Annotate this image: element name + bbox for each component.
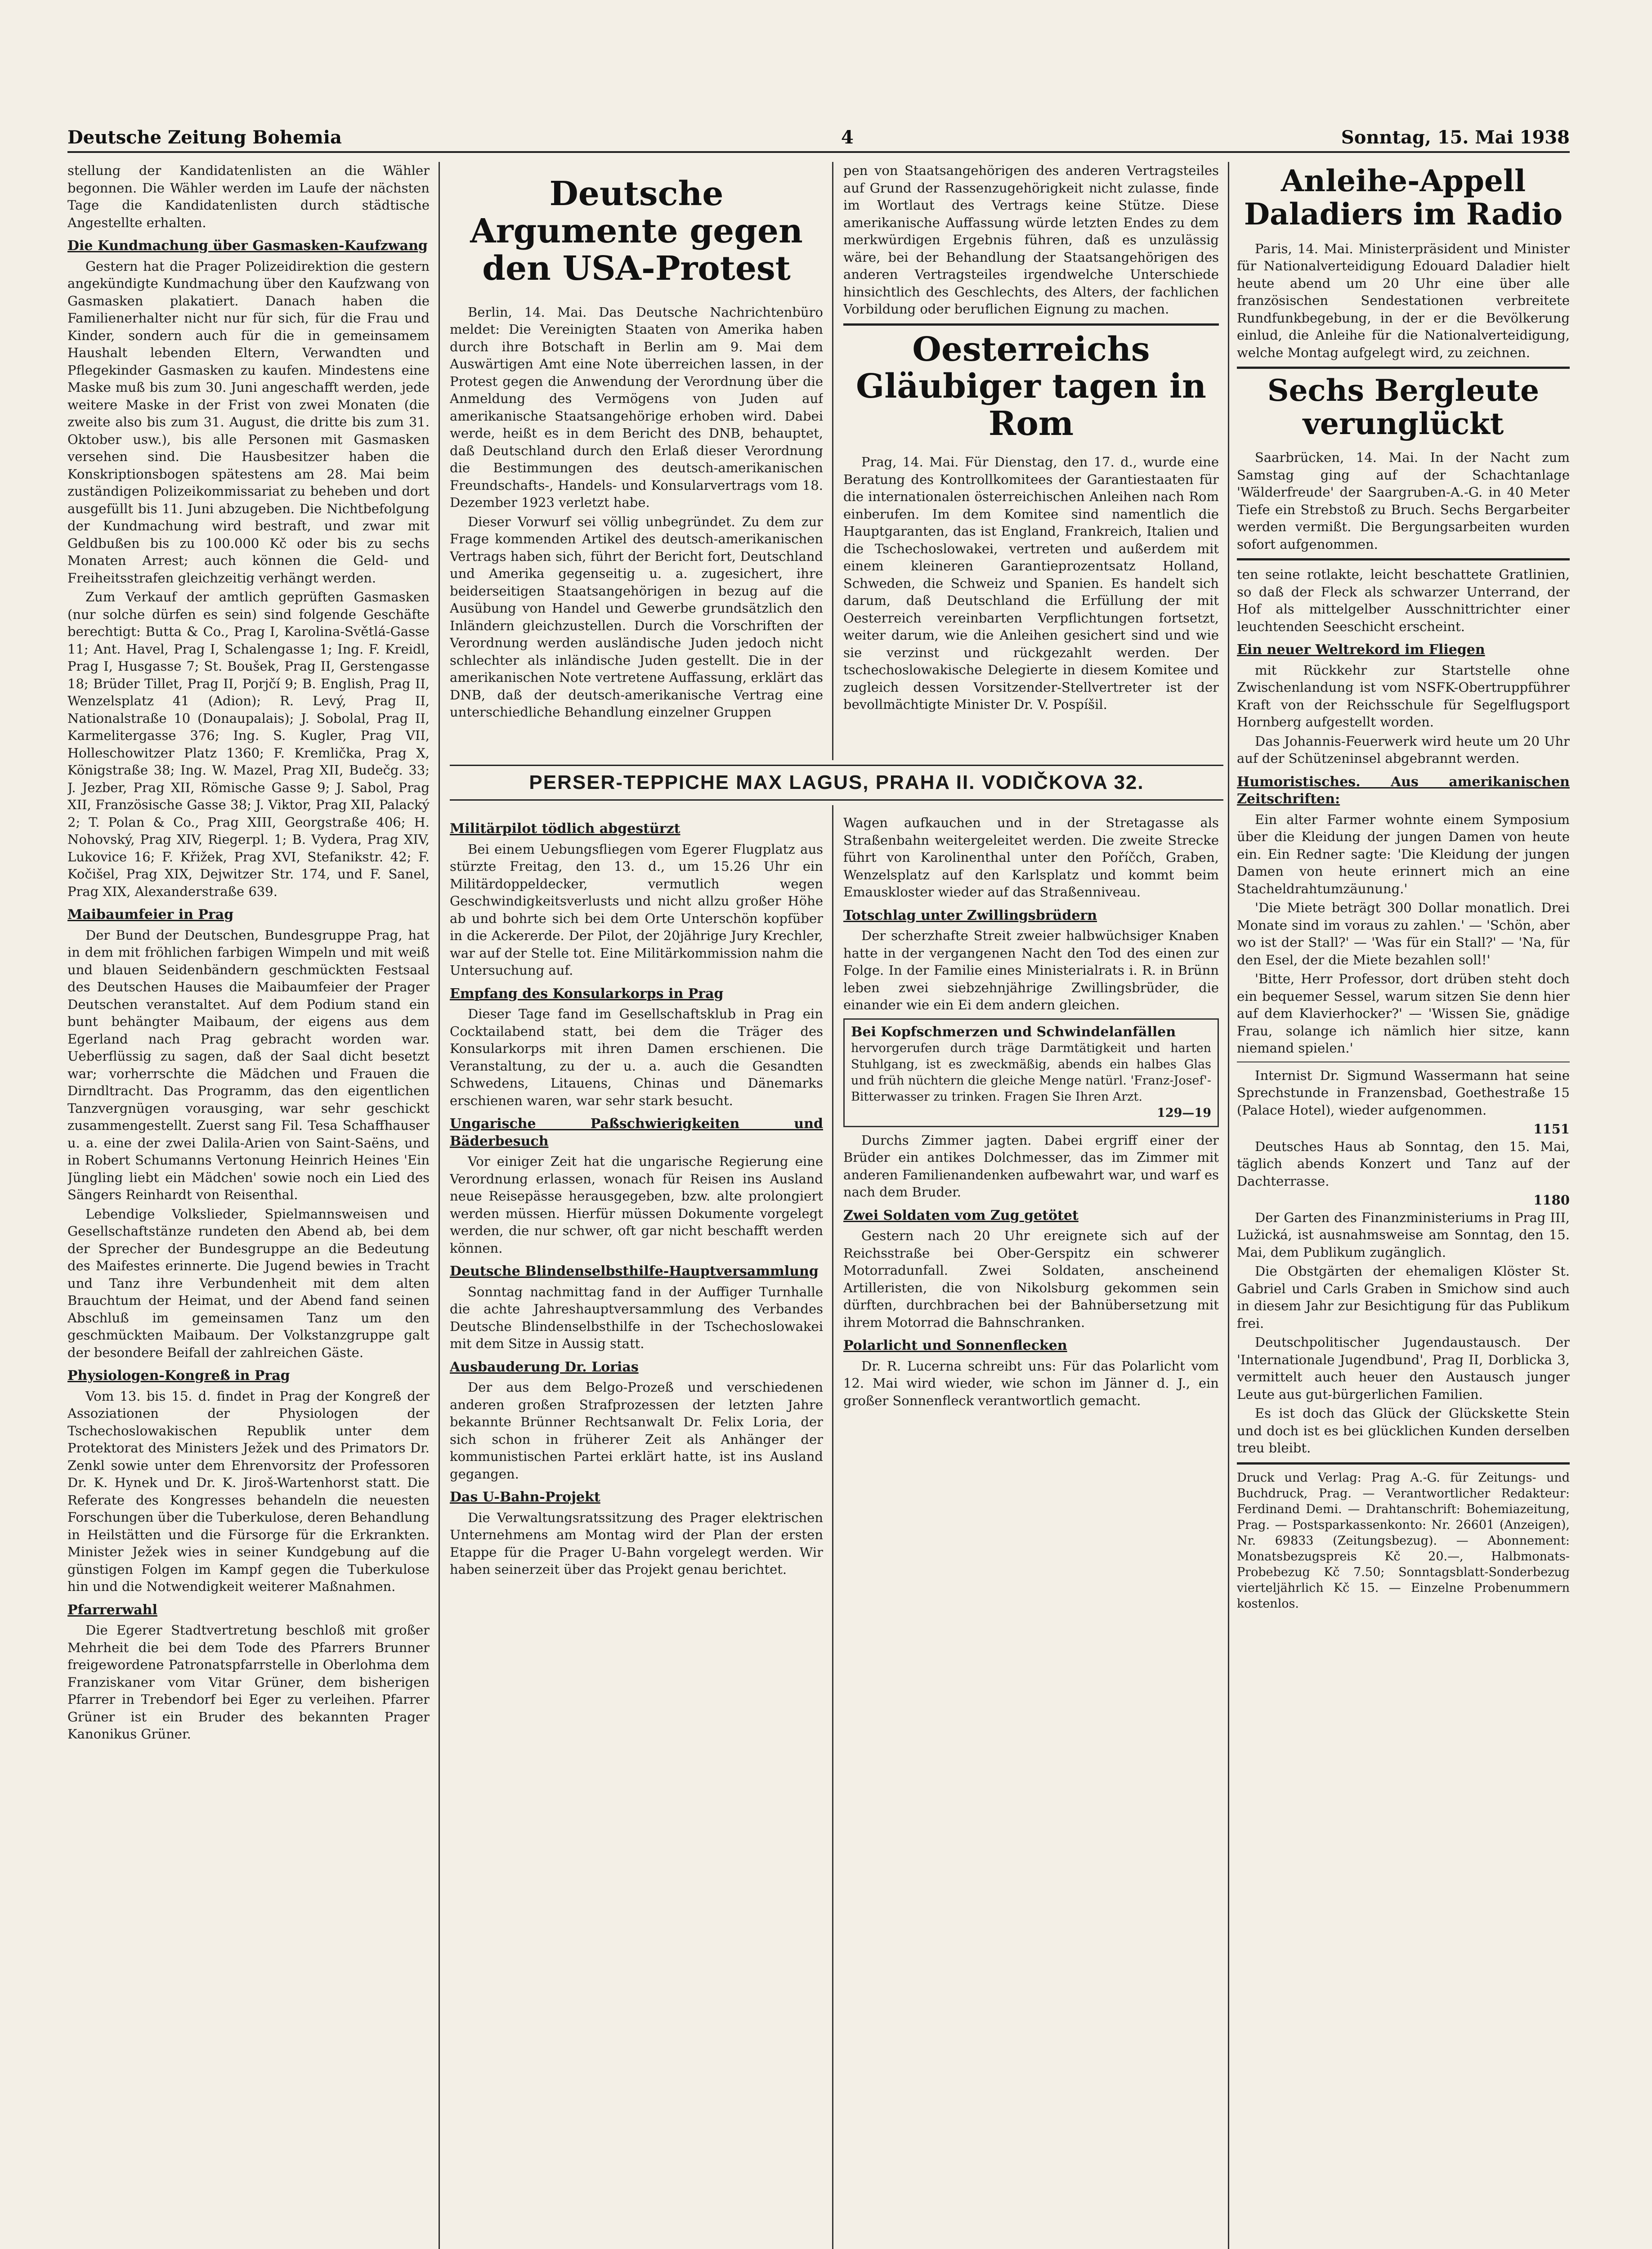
article-heading: Die Kundmachung über Gasmasken-Kaufzwang: [67, 238, 428, 254]
column-rule: [832, 805, 833, 2249]
column-rule: [439, 162, 440, 2249]
column-3-lower: [843, 814, 1219, 2249]
article-heading: Deutsche Blindenselbsthilfe-Hauptversammlung: [450, 1263, 819, 1279]
notice: Deutschpolitischer Jugendaustausch. Der 'Internationale Jugendbund', Prag II, Dorblicka 3, vermittelt auch heuer den Austausch junger Leute aus gut-bürgerlichen Familien.: [1237, 1335, 1570, 1402]
page-number: 4: [841, 127, 854, 148]
ad-code: 129—19: [1157, 1106, 1211, 1120]
article-text: Zum Verkauf der amtlich geprüften Gasmasken (nur solche dürfen es sein) sind folgende Geschäfte berechtigt: Butta & Co., Prag I, Karolina-Světlá-Gasse 11; Ant. Havel, Prag I, Schalengasse 1; Ing. F. Kreidl, Prag I, Husgasse 7; St. Boušek, Prag II, Gerstengasse 18; Brüder Tillet, Prag II, Porjčí 9; B. English, Prag II, Wenzelsplatz 41 (Adion); R. Levý, Prag II, Nationalstraße 10 (Donaupalais); J. Sobolal, Prag II, Karmelitergasse 376; Ing. S. Kugler, Prag VII, Holleschowitzer Platz 1360; F. Kremlička, Prag X, Königstraße 38; Ing. W. Mazel, Prag XII, Budečg. 33; J. Jezber, Prag XII, Römische Gasse 9; J. Sabol, Prag XII, Französische Gasse 38; J. Viktor, Prag XII, Palacký 2; T. Polan & Co., Prag XIII, Georgstraße 406; H. Nohovský, Prag XIV, Riegerpl. 1; B. Vydera, Prag XIV, Lukovice 16; F. Křižek, Prag XVI, Stefanikstr. 42; F. Kočišel, Prag XIX, Dejwitzer Str. 174, und F. Sanel, Prag XIX, Alexanderstraße 639.: [67, 589, 430, 899]
masthead-title: Deutsche Zeitung Bohemia: [67, 127, 342, 148]
article-text: Paris, 14. Mai. Ministerpräsident und Minister für Nationalverteidigung Edouard Daladier hielt heute abend um 20 Uhr eine über alle französischen Sendestationen verbreitete Rundfunkbegebung, in der er die Bevölkerung einlud, die Anleihe für die Nationalverteidigung, welche Montag aufgelegt wird, zu zeichnen.: [1237, 241, 1570, 360]
column-rule: [1228, 162, 1229, 2249]
article-text: Sonntag nachmittag fand in der Auffiger Turnhalle die achte Jahreshauptversammlung des Verbandes Deutsche Blindenselbsthilfe in der Tschechoslowakei mit dem Sitze in Aussig statt.: [450, 1284, 823, 1351]
article-text: Bei einem Uebungsfliegen vom Egerer Flugplatz aus stürzte Freitag, den 13. d., um 15.26 Uhr ein Militärdoppeldecker, vermutlich wegen Geschwindigkeitsverlusts und nicht allzu großer Höhe ab und bohrte sich bei dem Orte Unterschön kopfüber in die Ackererde. Der Pilot, der 20jährige Jury Krechler, war auf der Stelle tot. Eine Militärkommission nahm die Untersuchung auf.: [450, 841, 823, 978]
article-text: Wagen aufkauchen und in der Stretagasse als Straßenbahn weitergeleitet werden. Die zweite Strecke führt von Karolinenthal unter den Poříčch, Graben, Wenzelsplatz auf den Karlsplatz und kommt beim Emauskloster wieder auf das Straßenniveau.: [843, 815, 1219, 900]
article-text: 'Bitte, Herr Professor, dort drüben steht doch ein bequemer Sessel, warum sitzen Sie denn hier auf dem Klavierhocker?' — 'Wissen Sie, gnädige Frau, solange ich nämlich hier sitze, kann niemand spielen.': [1237, 971, 1570, 1056]
article-heading: Empfang des Konsularkorps in Prag: [450, 986, 724, 1002]
article-heading: Physiologen-Kongreß in Prag: [67, 1368, 290, 1384]
article-heading: Pfarrerwahl: [67, 1602, 157, 1618]
article-text: Der Bund der Deutschen, Bundesgruppe Prag, hat in dem mit fröhlichen farbigen Wimpeln und mit weiß und blauen Seidenbändern geschmückten Festsaal des Deutschen Hauses die Maibaumfeier der Prager Deutschen veranstaltet. Auf dem Podium stand ein bunt behängter Maibaum, der eigens aus dem Egerland nach Prag gebracht worden war. Ueberflüssig zu sagen, daß der Saal dicht besetzt war; vorherrschte die Mädchen und Frauen die Dirndltracht. Das Programm, das den eigentlichen Tanzvergnügen vorausging, war sehr geschickt zusammengestellt. Zuerst sang Fil. Tesa Schaffhauser u. a. eine der zwei Dalila-Arien von Saint-Saëns, und in Robert Schumanns Vertonung Heinrich Heines 'Ein Jüngling liebt ein Mädchen' sowie noch ein Lied des Sängers Reinhardt von Reisenthal.: [67, 927, 430, 1202]
column-3-upper: [843, 162, 1219, 756]
article-text: Ein alter Farmer wohnte einem Symposium über die Kleidung der jungen Damen von heute ein. Ein Redner sagte: 'Die Kleidung der jungen Damen von heute erinnert mich an eine Stacheldrahtumzäunung.': [1237, 811, 1570, 896]
column-rule: [832, 162, 833, 760]
column-4: [1237, 162, 1570, 2249]
column-2-upper: [450, 162, 823, 756]
article-text: Der aus dem Belgo-Prozeß und verschiedenen anderen großen Strafprozessen der letzten Jahre bekannte Brünner Rechtsanwalt Dr. Felix Loria, der sich schon in früherer Zeit als Anhänger der kommunistischen Partei erklärt hatte, ist ins Ausland gegangen.: [450, 1380, 823, 1482]
article-text: Die Verwaltungsratssitzung des Prager elektrischen Unternehmens am Montag wird der Plan der ersten Etappe für die Prager U-Bahn vorgelegt werden. Wir haben seinerzeit über das Projekt genau berichtet.: [450, 1510, 823, 1577]
notice-code: 1180: [1533, 1192, 1570, 1208]
ad-text: hervorgerufen durch träge Darmtätigkeit und harten Stuhlgang, ist es zweckmäßig, abends ein halbes Glas und früh nüchtern die gleiche Menge natürl. 'Franz-Josef'-Bitterwasser zu trinken. Fragen Sie Ihren Arzt.: [851, 1041, 1211, 1104]
notice: Der Garten des Finanzministeriums in Prag III, Lužická, ist ausnahmsweise am Sonntag, den 15. Mai, dem Publikum zugänglich.: [1237, 1210, 1570, 1260]
article-text: pen von Staatsangehörigen des anderen Vertragsteiles auf Grund der Rassenzugehörigkeit nicht zulasse, finde im Wortlaut des Vertrags keine Stütze. Diese amerikanische Auffassung würde letzten Endes zu dem merkwürdigen Ergebnis führen, daß es unzulässig wäre, bei der Behandlung der Staatsangehörigen des anderen Vertragsteiles irgendwelche Unterschiede hinsichtlich des Geschlechts, des Alters, der fachlichen Vorbildung oder beruflichen Eignung zu machen.: [843, 163, 1219, 317]
article-text: Dieser Tage fand im Gesellschaftsklub in Prag ein Cocktailabend statt, bei dem die Träger des Konsularkorps mit ihren Damen erschienen. Die Veranstaltung, zu der u. a. auch die Gesandten Schwedens, Litauens, Chinas und Dänemarks erschienen waren, war sehr stark besucht.: [450, 1006, 823, 1108]
headline: Deutsche Argumente gegen den USA-Protest: [470, 175, 803, 288]
notice-code: 1151: [1533, 1121, 1570, 1137]
divider: [1237, 558, 1570, 560]
divider: [1237, 1462, 1570, 1465]
article-text: Lebendige Volkslieder, Spielmannsweisen und Gesellschaftstänze rundeten den Abend ab, bei dem der Sprecher der Bundesgruppe an die Bedeutung des Maifestes erinnerte. Die Jugend bewies in Tracht und Tanz ihre Verbundenheit mit dem alten Brauchtum der Heimat, und der Abend fand seinen Abschluß im gemeinsamen Tanz um den geschmückten Maibaum. Der Volkstanzgruppe galt der besondere Beifall der zahlreichen Gäste.: [67, 1206, 430, 1360]
notice: Das Johannis-Feuerwerk wird heute um 20 Uhr auf der Schützeninsel abgebrannt werden.: [1237, 733, 1570, 766]
article-text: Vor einiger Zeit hat die ungarische Regierung eine Verordnung erlassen, wonach für Reisen ins Ausland neue Reisepässe herausgegeben, bzw. alte prolongiert werden müssen. Hierfür müssen Dokumente vorgelegt werden, die nur schwer, oft gar nicht beschafft werden können.: [450, 1154, 823, 1256]
column-2-lower: [450, 814, 823, 2249]
notice: Internist Dr. Sigmund Wassermann hat seine Sprechstunde in Franzensbad, Goethestraße 15 (Palace Hotel), wieder aufgenommen.: [1237, 1067, 1570, 1118]
article-heading: Ausbauderung Dr. Lorias: [450, 1359, 639, 1375]
article-text: stellung der Kandidatenlisten an die Wähler begonnen. Die Wähler werden im Laufe der nächsten Tage die Kandidatenlisten durch städtische Angestellte erhalten.: [67, 163, 430, 230]
masthead-date: Sonntag, 15. Mai 1938: [1341, 127, 1570, 148]
article-text: 'Die Miete beträgt 300 Dollar monatlich. Drei Monate sind im voraus zu zahlen.' — 'Schön, aber wo ist der Stall?' — 'Was für ein Stall?' — 'Na, für den Esel, der die Miete bezahlen soll!': [1237, 900, 1570, 968]
article-heading: Polarlicht und Sonnenflecken: [843, 1338, 1067, 1353]
advertisement: [843, 1018, 1219, 1127]
notice: Deutsches Haus ab Sonntag, den 15. Mai, täglich abends Konzert und Tanz auf der Dachterrasse.: [1237, 1138, 1570, 1189]
notice: Die Obstgärten der ehemaligen Klöster St. Gabriel und Carls Graben in Smichow sind auch in diesem Jahr zur Besichtigung für das Publikum frei.: [1237, 1263, 1570, 1331]
article-text: Saarbrücken, 14. Mai. In der Nacht zum Samstag ging auf der Schachtanlage 'Wälderfreude' der Saargruben-A.-G. in 40 Meter Tiefe ein Strebstoß zu Bruch. Sechs Bergarbeiter werden vermißt. Die Bergungsarbeiten wurden sofort aufgenommen.: [1237, 450, 1570, 552]
article-heading: Ungarische Paßschwierigkeiten und Bäderbesuch: [450, 1116, 823, 1149]
headline: Anleihe-Appell Daladiers im Radio: [1244, 163, 1563, 232]
article-heading: Das U-Bahn-Projekt: [450, 1489, 600, 1505]
article-text: Durchs Zimmer jagten. Dabei ergriff einer der Brüder ein antikes Dolchmesser, das im Zimmer mit anderen Familienandenken aufbewahrt war, und warf es nach dem Bruder.: [843, 1132, 1219, 1200]
article-text: Dieser Vorwurf sei völlig unbegründet. Zu dem zur Frage kommenden Artikel des deutsch-amerikanischen Vertrags haben sich, führt der Bericht fort, Deutschland und Amerika gegenseitig u. a. zugesichert, ihre beiderseitigen Staatsangehörigen in bezug auf die Ausübung von Handel und Gewerbe grundsätzlich den Inländern gleichzustellen. Durch die Vorschriften der Verordnung werden ausländische Juden jedoch nicht schlechter als inländische Juden gestellt. Die in der amerikanischen Note vertretene Auffassung, erklärt das DNB, daß der deutsch-amerikanische Vertrag eine unterschiedliche Behandlung einzelner Gruppen: [450, 514, 823, 720]
headline: Sechs Bergleute verunglückt: [1267, 373, 1540, 442]
ad-title: Bei Kopfschmerzen und Schwindelanfällen: [851, 1024, 1176, 1040]
headline: Oesterreichs Gläubiger tagen in Rom: [856, 330, 1206, 444]
masthead: [67, 121, 1570, 153]
article-text: Vom 13. bis 15. d. findet in Prag der Kongreß der Assoziationen der Physiologen der Tschechoslowakischen Republik unter dem Protektorat des Ministers Ježek und des Primators Dr. Zenkl sowie unter dem Ehrenvorsitz der Professoren Dr. K. Hynek und Dr. K. Jiroš-Wartenhorst statt. Die Referate des Kongresses behandeln die neuesten Forschungen über die Tuberkulose, deren Behandlung in Heilstätten und die Fürsorge für die Erkrankten. Minister Ježek wies in seiner Kundgebung auf die günstigen Folgen im Kampf gegen die Tuberkulose hin und die Notwendigkeit weiterer Maßnahmen.: [67, 1388, 430, 1594]
article-text: Prag, 14. Mai. Für Dienstag, den 17. d., wurde eine Beratung des Kontrollkomitees der Garantiestaaten für die internationalen österreichischen Anleihen nach Rom einberufen. Im dem Komitee sind namentlich die Hauptgaranten, das ist England, Frankreich, Italien und die Tschechoslowakei, vertreten und außerdem mit einem kleineren Garantieprozentsatz Holland, Schweden, die Schweiz und Spanien. Es handelt sich darum, daß Deutschland die Erfüllung der mit Oesterreich vereinbarten Verpflichtungen fortsetzt, weiter darum, wie die Anleihen gesichert sind und wie sie verzinst und rückgezahlt werden. Der tschechoslowakische Delegierte in diesem Komitee und zugleich dessen Vorsitzender-Stellvertreter ist der bevollmächtigte Minister Dr. V. Pospíšil.: [843, 454, 1219, 712]
notice: Es ist doch das Glück der Glückskette Stein und doch ist es bei glücklichen Kunden derselben treu bleibt.: [1237, 1406, 1570, 1456]
article-heading: Totschlag unter Zwillingsbrüdern: [843, 907, 1097, 923]
article-heading: Humoristisches. Aus amerikanischen Zeitschriften:: [1237, 774, 1570, 807]
article-text: mit Rückkehr zur Startstelle ohne Zwischenlandung ist vom NSFK-Obertruppführer Kraft von der Reichsschule für Segelflugsport Hornberg aufgestellt worden.: [1237, 662, 1570, 730]
article-text: Der scherzhafte Streit zweier halbwüchsiger Knaben hatte in der vergangenen Nacht den Tod des einen zur Folge. In der Familie eines Ministerialrats i. R. in Brünn leben zwei siebzehnjährige Zwillingsbrüder, die einander wie ein Ei dem andern gleichen.: [843, 928, 1219, 1012]
article-text: Die Egerer Stadtvertretung beschloß mit großer Mehrheit die bei dem Tode des Pfarrers Brunner freigewordene Patronatspfarrstelle in Oberlohma dem Franziskaner vom Vitar Grüner, dem bisherigen Pfarrer in Trebendorf bei Eger zu verleihen. Pfarrer Grüner ist ein Bruder des bekannten Prager Kanonikus Grüner.: [67, 1622, 430, 1742]
banner-ad: PERSER-TEPPICHE MAX LAGUS, PRAHA II. VODIČKOVA 32.: [450, 765, 1223, 801]
article-text: ten seine rotlakte, leicht beschattete Gratlinien, so daß der Fleck als schwarzer Unterrand, der Hof als mittelgelber Ausschnittrichter einer leuchtenden Seeschicht erscheint.: [1237, 567, 1570, 634]
article-text: Berlin, 14. Mai. Das Deutsche Nachrichtenbüro meldet: Die Vereinigten Staaten von Amerika haben durch ihre Botschaft in Berlin am 9. Mai dem Auswärtigen Amt eine Note überreichen lassen, in der Protest gegen die Anwendung der Verordnung über die Anmeldung des Vermögens von Juden auf amerikanische Staatsangehörige erhoben wird. Dabei werde, heißt es in dem Bericht des DNB, behauptet, daß Deutschland durch den Erlaß dieser Verordnung die Bestimmungen des deutsch-amerikanischen Freundschafts-, Handels- und Konsularvertrags vom 18. Dezember 1923 verletzt habe.: [450, 304, 823, 511]
article-heading: Zwei Soldaten vom Zug getötet: [843, 1207, 1079, 1223]
article-heading: Maibaumfeier in Prag: [67, 907, 234, 923]
divider: [843, 323, 1219, 326]
divider: [1237, 367, 1570, 369]
article-text: Gestern nach 20 Uhr ereignete sich auf der Reichsstraße bei Ober-Gerspitz ein schwerer Motorradunfall. Zwei Soldaten, anscheinend Artilleristen, die von Nikolsburg gekommen sein dürften, durchbrachen bei der Bahnübersetzung mit ihrem Motorrad die Bahnschranken.: [843, 1228, 1219, 1330]
article-text: Dr. R. Lucerna schreibt uns: Für das Polarlicht vom 12. Mai wird wieder, wie schon im Jänner d. J., ein großer Sonnenfleck verantwortlich gemacht.: [843, 1358, 1219, 1408]
article-heading: Militärpilot tödlich abgestürzt: [450, 821, 680, 837]
column-1: [67, 162, 430, 2249]
article-text: Gestern hat die Prager Polizeidirektion die gestern angekündigte Kundmachung über den Kaufzwang von Gasmasken plakatiert. Danach haben die Familienerhalter nicht nur für sich, für die Frau und Kinder, sondern auch für die in gemeinsamem Haushalt lebenden Eltern, Verwandten und Pflegekinder Gasmasken zu kaufen. Mindestens eine Maske muß bis zum 30. Juni angeschafft werden, jede weitere Maske in der Frist von zwei Monaten (die zweite also bis zum 31. August, die dritte bis zum 31. Oktober usw.), bis alle Personen mit Gasmasken versehen sind. Die Hausbesitzer haben die Konskriptionsbogen spätestens am 28. Mai beim zuständigen Polizeikommissariat zu beheben und dort ausgefüllt bis 11. Juni abzugeben. Die Nichtbefolgung der Kundmachung wird bestraft, und zwar mit Geldbußen bis zu 100.000 Kč oder bis zu sechs Monaten Arrest; auch können die Geld- und Freiheitsstrafen gleichzeitig verhängt werden.: [67, 258, 430, 586]
article-heading: Ein neuer Weltrekord im Fliegen: [1237, 642, 1485, 658]
imprint: Druck und Verlag: Prag A.-G. für Zeitungs- und Buchdruck, Prag. — Verantwortlicher Redakteur: Ferdinand Demi. — Drahtanschrift: Bohemiazeitung, Prag. — Postsparkassenkonto: Nr. 26601 (Anzeigen), Nr. 69833 (Zeitungsbezug). — Abonnement: Monatsbezugspreis Kč 20.—, Halbmonats-Probebezug Kč 7.50; Sonntagsblatt-Sonderbezug vierteljährlich Kč 15. — Einzelne Probenummern kostenlos.: [1237, 1470, 1570, 1611]
